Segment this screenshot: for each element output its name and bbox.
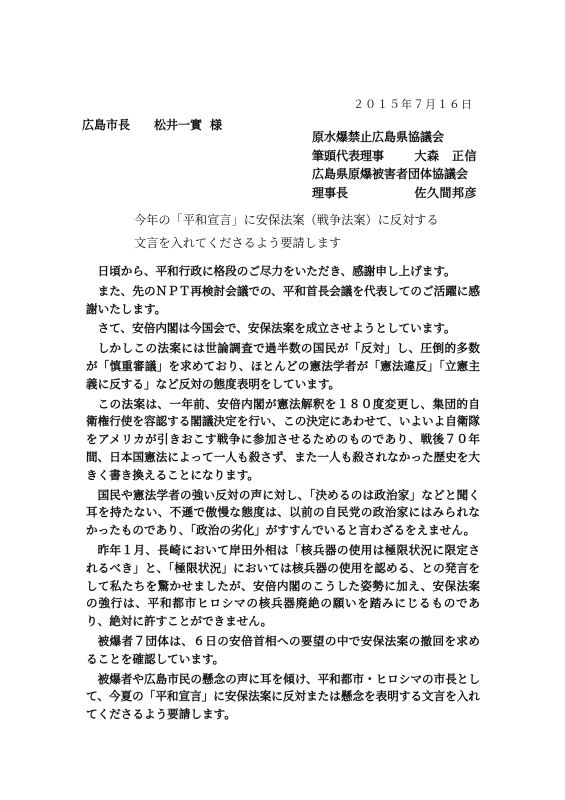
body-paragraph: また、先のＮＰＴ再検討会議での、平和首長会議を代表してのご活躍に感謝いたします。 — [86, 283, 480, 316]
letter-subject — [134, 209, 439, 255]
sender-name: 佐久間邦彦 — [414, 185, 477, 200]
sender-role: 筆頭代表理事 — [312, 148, 385, 163]
addressee-name: 広島市長 松井一實 — [82, 118, 203, 132]
sender-name: 大森 正信 — [414, 148, 477, 163]
body-paragraph: 国民や憲法学者の強い反対の声に対し、「決めるのは政治家」などと聞く耳を持たない、不遜で傲慢な態度は、以前の自民党の政治家にはみられなかったものであり、「政治の劣化」がすすんでいると言わざるをえません。 — [86, 487, 480, 538]
body-paragraph: 日頃から、平和行政に格段のご尽力をいただき、感謝申し上げます。 — [97, 264, 456, 278]
letter-date: ２０１５年７月１６日 — [353, 98, 473, 111]
sender-person — [312, 184, 477, 203]
sender-role: 理事長 — [312, 185, 349, 200]
subject-line: 今年の「平和宣言」に安保法案（戦争法案）に反対する — [134, 213, 439, 227]
body-paragraph: 被爆者７団体は、６日の安倍首相への要望の中で安保法案の撤回を求めることを確認しています。 — [86, 633, 480, 666]
body-paragraph: この法案は、一年前、安倍内閣が憲法解釈を１８０度変更し、集団的自衛権行使を容認する閣議決定を行い、この決定にあわせて、いよいよ自衛隊をアメリカが引きおこす戦争に参加させるためのものであり、戦後７０年間、日本国憲法によって一人も殺さず、また一人も殺されなかった歴史を大きく書き換えることになります。 — [86, 396, 480, 482]
sender-org: 広島県原爆被害者団体協議会 — [312, 167, 469, 182]
subject-line: 文言を入れてくださるよう要請します — [134, 236, 342, 250]
addressee — [82, 116, 222, 133]
sender-person — [312, 147, 477, 166]
letter-body — [86, 263, 480, 726]
addressee-honorific: 様 — [210, 118, 223, 132]
body-paragraph: 昨年１月、長崎において岸田外相は「核兵器の使用は極限状況に限定されるべき」と、「極限状況」においては核兵器の使用を認める、との発言をして私たちを驚かせましたが、安倍内閣のこうした姿勢に加え、安保法案の強行は、平和都市ヒロシマの核兵器廃絶の願いを踏みにじるものであり、絶対に許すことができません。 — [86, 542, 480, 629]
body-paragraph: しかしこの法案には世論調査で過半数の国民が「反対」し、圧倒的多数が「慎重審議」を求めており、ほとんどの憲法学者が「憲法違反」「立憲主義に反する」など反対の態度表明をしています。 — [86, 341, 480, 391]
sender-org: 原水爆禁止広島県協議会 — [312, 130, 445, 144]
body-paragraph: さて、安倍内閣は今国会で、安保法案を成立させようとしています。 — [97, 321, 456, 336]
senders-block — [312, 128, 477, 202]
body-paragraph: 被爆者や広島市民の懸念の声に耳を傾け、平和都市・ヒロシマの市長として、今夏の「平和宣言」に安保法案に反対または懸念を表明する文言を入れてくださるよう要請します。 — [86, 671, 480, 722]
